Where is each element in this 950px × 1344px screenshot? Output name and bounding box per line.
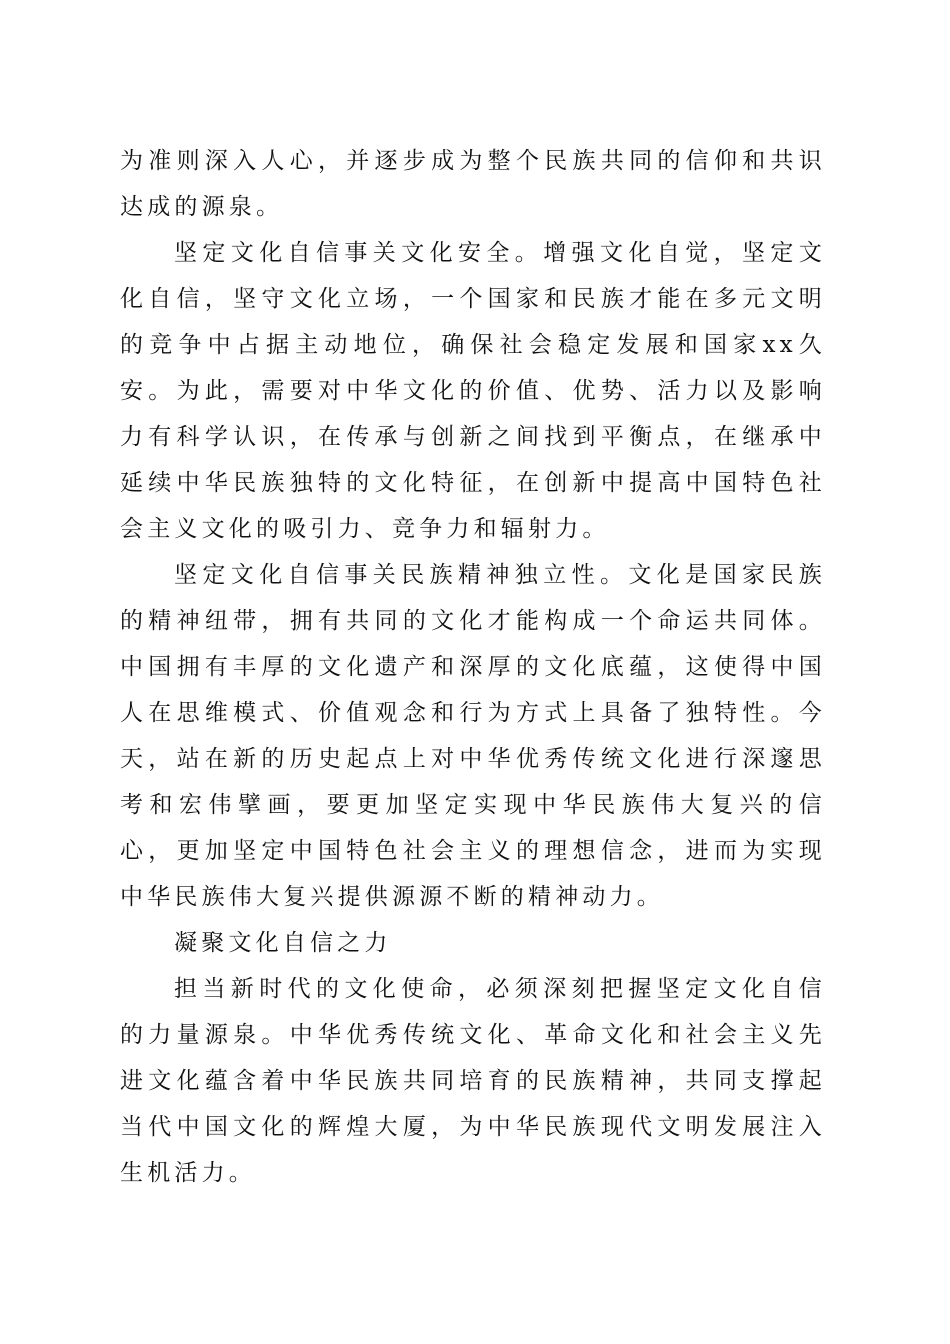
- document-body: [120, 138, 826, 1196]
- paragraph-cultural-security: 坚定文化自信事关文化安全。增强文化自觉，坚定文化自信，坚守文化立场，一个国家和民族才能在多元文明的竞争中占据主动地位，确保社会稳定发展和国家xx久安。为此，需要对中华文化的价值、优势、活力以及影响力有科学认识，在传承与创新之间找到平衡点，在继承中延续中华民族独特的文化特征，在创新中提高中国特色社会主义文化的吸引力、竞争力和辐射力。: [120, 240, 826, 542]
- paragraph-spiritual-independence: 坚定文化自信事关民族精神独立性。文化是国家民族的精神纽带，拥有共同的文化才能构成一个命运共同体。中国拥有丰厚的文化遗产和深厚的文化底蕴，这使得中国人在思维模式、价值观念和行为方式上具备了独特性。今天，站在新的历史起点上对中华优秀传统文化进行深邃思考和宏伟擘画，要更加坚定实现中华民族伟大复兴的信心，更加坚定中国特色社会主义的理想信念，进而为实现中华民族伟大复兴提供源源不断的精神动力。: [120, 562, 826, 910]
- section-heading: 凝聚文化自信之力: [174, 930, 392, 956]
- paragraph-continuation: 为准则深入人心，并逐步成为整个民族共同的信仰和共识达成的源泉。: [120, 148, 826, 220]
- paragraph-cultural-mission: 担当新时代的文化使命，必须深刻把握坚定文化自信的力量源泉。中华优秀传统文化、革命文化和社会主义先进文化蕴含着中华民族共同培育的民族精神，共同支撑起当代中国文化的辉煌大厦，为中华民族现代文明发展注入生机活力。: [120, 976, 826, 1186]
